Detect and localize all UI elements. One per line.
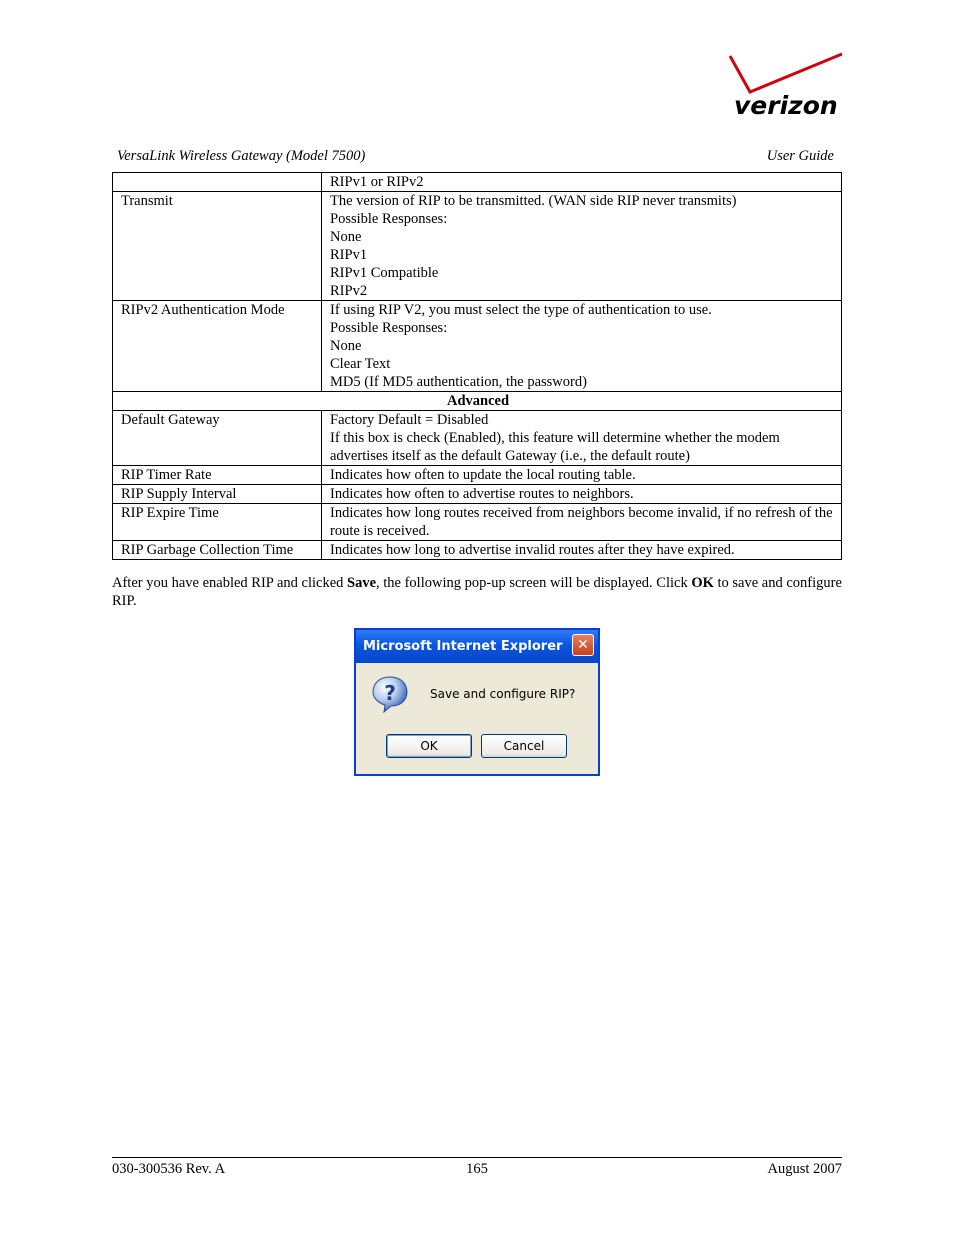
table-row [113, 301, 842, 392]
cancel-button[interactable]: Cancel [481, 734, 567, 758]
setting-description [322, 541, 842, 560]
description-line: Possible Responses: [330, 320, 448, 336]
question-icon [370, 674, 410, 714]
setting-label: RIP Supply Interval [113, 485, 322, 504]
description-line: Clear Text [330, 356, 391, 372]
setting-label: Default Gateway [113, 411, 322, 466]
section-heading: Advanced [113, 392, 842, 411]
description-line: Indicates how often to advertise routes to neighbors. [330, 486, 634, 502]
ie-dialog [354, 628, 600, 776]
doc-type: User Guide [766, 148, 834, 164]
rip-settings-table [112, 172, 842, 560]
ok-button[interactable]: OK [386, 734, 472, 758]
description-line: RIPv1 [330, 247, 368, 263]
description-line: Indicates how long to advertise invalid routes after they have expired. [330, 542, 735, 558]
table-row [113, 541, 842, 560]
footer-divider [112, 1157, 842, 1158]
save-term: Save [347, 575, 377, 591]
close-icon[interactable]: ✕ [572, 634, 594, 656]
page-number: 165 [466, 1161, 488, 1177]
setting-label: RIP Timer Rate [113, 466, 322, 485]
setting-description [322, 504, 842, 541]
description-line: RIPv1 Compatible [330, 265, 439, 281]
setting-label: RIPv2 Authentication Mode [113, 301, 322, 392]
section-row [113, 392, 842, 411]
doc-number: 030-300536 Rev. A [112, 1161, 226, 1177]
description-line: If this box is check (Enabled), this feature will determine whether the modem advertises itself as the default Gateway (i.e., the default route) [330, 430, 780, 464]
setting-label: RIP Garbage Collection Time [113, 541, 322, 560]
description-line: Indicates how long routes received from neighbors become invalid, if no refresh of the route is received. [330, 505, 833, 539]
svg-text:verizon: verizon [734, 91, 838, 120]
svg-text:?: ? [384, 681, 396, 705]
doc-date: August 2007 [767, 1161, 842, 1177]
description-line: Possible Responses: [330, 211, 448, 227]
description-line: If using RIP V2, you must select the type of authentication to use. [330, 302, 712, 318]
description-line: The version of RIP to be transmitted. (WAN side RIP never transmits) [330, 193, 737, 209]
verizon-logo [724, 52, 846, 124]
dialog-message: Save and configure RIP? [430, 687, 576, 701]
description-line: Factory Default = Disabled [330, 412, 489, 428]
setting-label [113, 173, 322, 192]
setting-label: RIP Expire Time [113, 504, 322, 541]
setting-description [322, 301, 842, 392]
description-line: None [330, 229, 362, 245]
dialog-title: Microsoft Internet Explorer [363, 639, 563, 654]
doc-title: VersaLink Wireless Gateway (Model 7500) [117, 148, 366, 164]
table-row [113, 192, 842, 301]
dialog-title-bar [356, 630, 598, 663]
setting-description [322, 192, 842, 301]
description-line: Indicates how often to update the local routing table. [330, 467, 636, 483]
setting-description [322, 411, 842, 466]
setting-description [322, 485, 842, 504]
setting-description [322, 466, 842, 485]
table-row [113, 173, 842, 192]
description-line: RIPv1 or RIPv2 [330, 174, 424, 190]
description-line: MD5 (If MD5 authentication, the password) [330, 374, 587, 390]
description-line: RIPv2 [330, 283, 368, 299]
setting-description [322, 173, 842, 192]
table-row [113, 504, 842, 541]
instruction-paragraph: After you have enabled RIP and clicked Save, the following pop-up screen will be displayed. Click OK to save and configure RIP. [112, 575, 842, 609]
table-row [113, 466, 842, 485]
setting-label: Transmit [113, 192, 322, 301]
ok-term: OK [691, 575, 714, 591]
table-row [113, 411, 842, 466]
description-line: None [330, 338, 362, 354]
table-row [113, 485, 842, 504]
